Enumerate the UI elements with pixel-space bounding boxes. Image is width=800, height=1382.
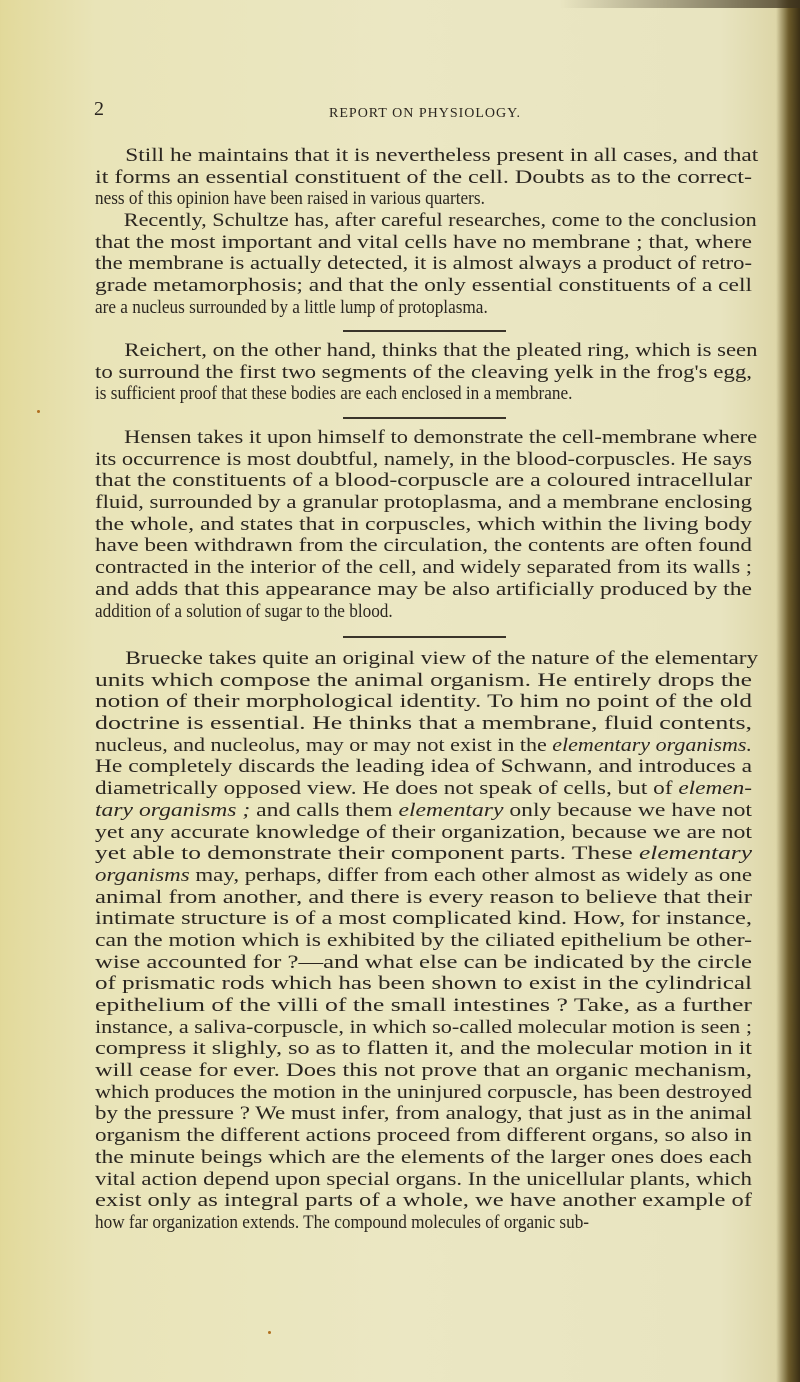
text-line (95, 649, 800, 671)
text-line (95, 996, 800, 1018)
text-line (95, 1170, 800, 1192)
text-run: may, perhaps, differ from each other almost as widely as one (189, 865, 752, 886)
paragraph-bruecke (95, 649, 759, 1235)
text-run: contracted in the interior of the cell, and widely separated from its walls ; (95, 558, 752, 579)
text-line (95, 515, 800, 537)
text-run: Reichert, on the other hand, thinks that the pleated ring, which is seen (124, 341, 758, 361)
text-run: how far organization extends. The compound molecules of organic sub- (95, 1212, 590, 1233)
text-run: by the pressure ? We must infer, from analogy, that just as in the animal (95, 1104, 752, 1125)
text-line (95, 1104, 800, 1126)
text-run: ness of this opinion have been raised in various quarters. (95, 189, 485, 210)
text-line (95, 1191, 800, 1213)
text-line (95, 211, 800, 233)
italic-text: organisms (95, 865, 190, 886)
text-run: is sufficient proof that these bodies are each enclosed in a membrane. (95, 384, 573, 405)
text-line (95, 1213, 706, 1235)
text-run: yet any accurate knowledge of their organization, because we are not (95, 822, 752, 843)
text-line (95, 801, 800, 823)
text-line (95, 363, 800, 385)
text-line (95, 779, 800, 801)
text-line (95, 866, 800, 888)
text-run: He completely discards the leading idea of Schwann, and introduces a (95, 757, 752, 778)
text-line (95, 558, 800, 580)
text-line (95, 931, 800, 953)
text-run: doctrine is essential. He thinks that a membrane, fluid contents, (95, 714, 752, 735)
text-run: exist only as integral parts of a whole, we have another example of (95, 1191, 752, 1212)
text-run: the whole, and states that in corpuscles, which within the living body (95, 514, 752, 535)
ink-speck (268, 1331, 271, 1334)
text-line (95, 974, 800, 996)
text-line (95, 888, 800, 910)
text-run: nucleus, and nucleolus, may or may not exist in the (95, 735, 553, 756)
text-run: it forms an essential constituent of the cell. Doubts as to the correct- (95, 167, 752, 188)
text-run: units which compose the animal organism. He entirely drops the (95, 670, 752, 691)
text-run: can the motion which is exhibited by the ciliated epithelium be other- (95, 930, 752, 951)
text-line (95, 189, 706, 211)
paragraph-hensen (95, 428, 758, 623)
text-line (95, 602, 706, 624)
text-line (95, 471, 800, 493)
text-run: are a nucleus surrounded by a little lump of protoplasma. (95, 297, 488, 318)
text-run: the minute beings which are the elements of the larger ones does each (95, 1147, 752, 1168)
text-run: and calls them (250, 800, 399, 821)
italic-text: elementary organisms. (552, 735, 752, 756)
text-line (95, 909, 800, 931)
text-line (95, 254, 800, 276)
text-line (95, 298, 706, 320)
text-run: the membrane is actually detected, it is almost always a product of retro- (95, 254, 752, 275)
text-run: instance, a saliva-corpuscle, in which so-called molecular motion is seen ; (95, 1017, 752, 1038)
text-line (95, 1039, 800, 1061)
section-divider (343, 417, 506, 419)
italic-text: elementary (398, 800, 504, 821)
text-run: intimate structure is of a most complicated kind. How, for instance, (95, 909, 752, 930)
text-line (95, 536, 800, 558)
text-run: vital action depend upon special organs. In the unicellular plants, which (95, 1169, 752, 1190)
paragraph-reichert (95, 341, 758, 406)
text-line (95, 1126, 800, 1148)
text-line (95, 146, 800, 168)
text-line (95, 1061, 800, 1083)
text-run: only because we have not (503, 800, 752, 821)
paragraph-schultze (95, 211, 757, 319)
text-line (95, 450, 800, 472)
text-run: grade metamorphosis; and that the only essential constituents of a cell (95, 276, 752, 297)
text-line (95, 692, 800, 714)
text-line (95, 714, 800, 736)
text-run: notion of their morphological identity. To him no point of the old (95, 692, 752, 713)
text-run: its occurrence is most doubtful, namely, in the blood-corpuscles. He says (95, 449, 752, 470)
paragraph-cell-membrane (95, 146, 759, 211)
text-run: Hensen takes it upon himself to demonstrate the cell-membrane where (124, 428, 758, 448)
text-run: wise accounted for ?—and what else can be indicated by the circle (95, 952, 752, 973)
italic-text: elementary (639, 844, 752, 865)
text-line (95, 493, 800, 515)
text-line (95, 671, 800, 693)
text-run: that the most important and vital cells have no membrane ; that, where (95, 232, 752, 253)
text-line (95, 580, 800, 602)
text-run: Bruecke takes quite an original view of the nature of the elementary (125, 649, 759, 669)
text-run: compress it slighly, so as to flatten it, and the molecular motion in it (95, 1039, 752, 1060)
ink-speck (37, 410, 40, 413)
text-run: Still he maintains that it is nevertheless present in all cases, and that (125, 146, 759, 166)
text-line (95, 736, 800, 758)
text-run: will cease for ever. Does this not prove that an organic mechanism, (95, 1061, 752, 1082)
text-run: epithelium of the villi of the small intestines ? Take, as a further (95, 996, 752, 1016)
text-run: of prismatic rods which has been shown to exist in the cylindrical (95, 974, 752, 995)
text-run: which produces the motion in the uninjured corpuscle, has been destroyed (95, 1082, 752, 1103)
text-run: to surround the first two segments of the cleaving yelk in the frog's egg, (95, 362, 752, 383)
text-line (95, 341, 800, 363)
page-number: 2 (94, 98, 104, 120)
page-edge-shadow (560, 0, 800, 8)
running-title: REPORT ON PHYSIOLOGY. (329, 106, 521, 121)
text-line (95, 953, 800, 975)
text-line (95, 1083, 800, 1105)
section-divider (343, 330, 506, 332)
text-run: fluid, surrounded by a granular protoplasma, and a membrane enclosing (95, 493, 752, 514)
text-run: have been withdrawn from the circulation, the contents are often found (95, 536, 752, 557)
text-run: Recently, Schultze has, after careful researches, come to the conclusion (123, 211, 757, 231)
text-run: animal from another, and there is every reason to believe that their (95, 887, 752, 908)
text-run: that the constituents of a blood-corpuscle are a coloured intracellular (95, 471, 752, 492)
text-line (95, 844, 800, 866)
text-run: organism the different actions proceed from different organs, so also in (95, 1126, 752, 1147)
text-run: and adds that this appearance may be also artificially produced by the (95, 579, 752, 600)
text-line (95, 1018, 800, 1040)
section-divider (343, 636, 506, 638)
text-line (95, 233, 800, 255)
italic-text: tary organisms ; (95, 800, 251, 821)
text-run: diametrically opposed view. He does not speak of cells, but of (95, 779, 679, 800)
text-line (95, 384, 706, 406)
text-run: addition of a solution of sugar to the blood. (95, 601, 393, 622)
text-line (95, 823, 800, 845)
italic-text: elemen- (678, 779, 752, 800)
text-run: yet able to demonstrate their component parts. These (95, 844, 640, 865)
text-line (95, 428, 800, 450)
text-line (95, 757, 800, 779)
text-line (95, 1148, 800, 1170)
text-line (95, 168, 800, 190)
text-line (95, 276, 800, 298)
